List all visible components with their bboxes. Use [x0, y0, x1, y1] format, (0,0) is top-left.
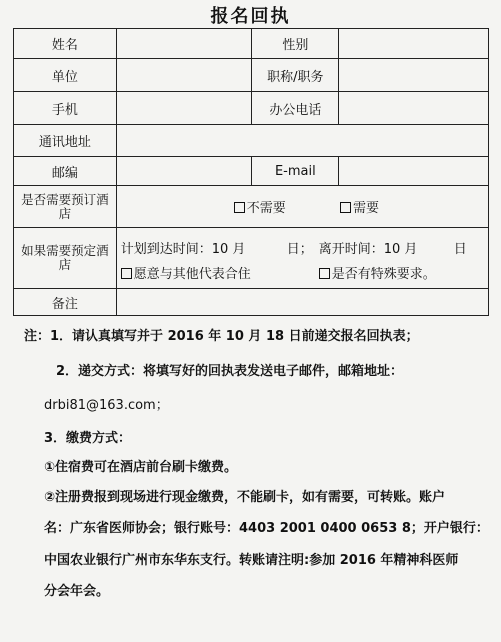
note-3a: ①住宿费可在酒店前台刷卡缴费。	[44, 460, 238, 475]
row-address	[14, 125, 489, 157]
note-3b-line3: 中国农业银行广州市东华东支行。转账请注明:参加 2016 年精神科医师	[44, 553, 459, 568]
remarks-label: 备注	[14, 289, 117, 316]
row-hotel-details	[14, 228, 489, 289]
mobile-label: 手机	[14, 92, 117, 125]
need-label: 需要	[353, 201, 380, 216]
share-room-checkbox[interactable]	[121, 268, 132, 279]
position-field[interactable]	[339, 59, 489, 92]
gender-field[interactable]	[339, 29, 489, 59]
postcode-field[interactable]	[116, 157, 252, 186]
if-hotel-label: 如果需要预定酒店	[14, 228, 117, 289]
arrival-day-label: 日；	[286, 242, 313, 257]
remarks-field[interactable]	[116, 289, 488, 316]
row-postcode	[14, 157, 489, 186]
no-need-label: 不需要	[246, 201, 286, 216]
departure-day-label: 日	[453, 242, 467, 257]
need-checkbox[interactable]	[340, 202, 351, 213]
note-3b-line1: ②注册费报到现场进行现金缴费，不能刷卡，如有需要，可转账。账户	[44, 490, 446, 505]
hotel-options-cell	[116, 186, 488, 228]
gender-label: 性别	[252, 29, 339, 59]
hotel-details-cell	[116, 228, 488, 289]
office-phone-field[interactable]	[339, 92, 489, 125]
hotel-question-label: 是否需要预订酒店	[14, 186, 117, 228]
no-need-checkbox[interactable]	[234, 202, 245, 213]
address-field[interactable]	[116, 125, 488, 157]
departure-label: 离开时间：10 月	[318, 242, 418, 257]
note-3b-line2: 名：广东省医师协会；银行账号：4403 2001 0400 0653 8；开户银行：	[44, 521, 489, 536]
form-title: 报名回执	[210, 6, 291, 27]
registration-form-table	[13, 28, 489, 316]
unit-label: 单位	[14, 59, 117, 92]
name-label: 姓名	[14, 29, 117, 59]
row-remarks	[14, 289, 489, 316]
special-request-label: 是否有特殊要求。	[331, 267, 436, 282]
row-mobile	[14, 92, 489, 125]
postcode-label: 邮编	[14, 157, 117, 186]
note-2-email: drbi81@163.com；	[44, 398, 169, 413]
arrival-label: 计划到达时间：10 月	[120, 242, 246, 257]
unit-field[interactable]	[116, 59, 252, 92]
note-3b-line4: 分会年会。	[44, 584, 110, 599]
note-1: 注：1．请认真填写并于 2016 年 10 月 18 日前递交报名回执表；	[24, 329, 419, 344]
row-name	[14, 29, 489, 59]
share-room-label: 愿意与其他代表合住	[133, 267, 251, 282]
row-hotel	[14, 186, 489, 228]
name-field[interactable]	[116, 29, 252, 59]
mobile-field[interactable]	[116, 92, 252, 125]
address-label: 通讯地址	[14, 125, 117, 157]
special-request-checkbox[interactable]	[319, 268, 330, 279]
email-label: E-mail	[252, 157, 339, 186]
position-label: 职称/职务	[252, 59, 339, 92]
row-unit	[14, 59, 489, 92]
office-phone-label: 办公电话	[252, 92, 339, 125]
note-2: 2．递交方式：将填写好的回执表发送电子邮件，邮箱地址：	[56, 364, 404, 379]
note-3: 3．缴费方式：	[44, 431, 132, 446]
email-field[interactable]	[339, 157, 489, 186]
